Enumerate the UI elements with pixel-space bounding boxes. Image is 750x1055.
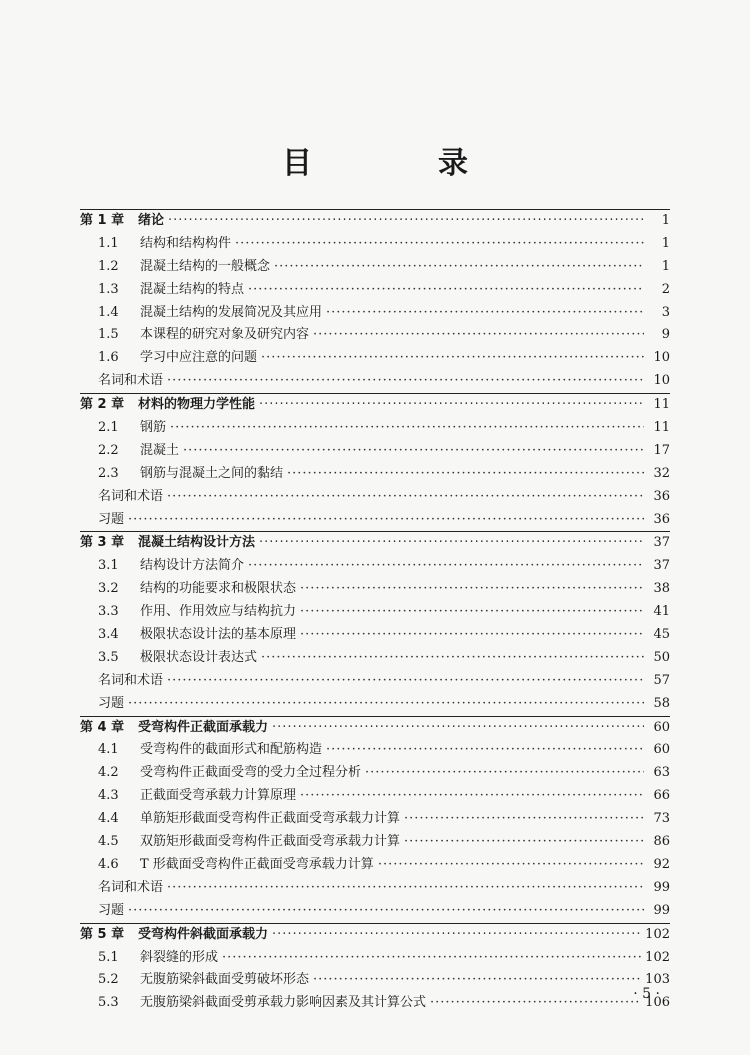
toc-entry-page: 37: [653, 558, 670, 574]
toc-entry-page: 63: [653, 765, 670, 781]
toc-entry-page: 60: [653, 742, 670, 758]
dot-leader: [300, 624, 644, 647]
dot-leader: [287, 463, 644, 486]
toc-entry-page: 1: [661, 235, 670, 251]
toc-entry-number: 第 5 章: [80, 926, 125, 942]
toc-entry-row: [80, 347, 670, 370]
dot-leader: [313, 969, 641, 992]
toc-entry-title: 正截面受弯承载力计算原理: [140, 788, 297, 804]
toc-entry-title: 钢筋与混凝土之间的黏结: [140, 465, 284, 481]
toc-entry-title: 材料的物理力学性能: [138, 397, 256, 413]
toc-entry-row: [80, 693, 670, 716]
toc-entry-page: 103: [645, 972, 670, 988]
toc-entry-number: 3.3: [98, 604, 119, 620]
toc-entry-row: [80, 555, 670, 578]
toc-entry-title: 名词和术语: [98, 488, 164, 504]
toc-entry-page: 2: [661, 281, 670, 297]
toc-entry-page: 3: [661, 304, 670, 320]
toc-entry-number: 4.4: [98, 811, 119, 827]
toc-entry-row: [80, 233, 670, 256]
dot-leader: [167, 877, 644, 900]
toc-entry-number: 4.1: [98, 742, 119, 758]
toc-entry-page: 17: [653, 442, 670, 458]
toc-entry-title: 名词和术语: [98, 672, 164, 688]
toc-entry-row: [80, 279, 670, 302]
toc-entry-title: 本课程的研究对象及研究内容: [140, 327, 310, 343]
dot-leader: [272, 717, 644, 740]
toc-entry-title: 混凝土结构的特点: [140, 281, 245, 297]
toc-entry-row: [80, 486, 670, 509]
toc-entry-row: [80, 624, 670, 647]
toc-entry-page: 99: [653, 902, 670, 918]
toc-entry-row: [80, 992, 670, 1015]
toc-entry-page: 41: [653, 604, 670, 620]
toc-entry-number: 3.5: [98, 649, 119, 665]
toc-entry-row: [80, 463, 670, 486]
toc-entry-title: 无腹筋梁斜截面受剪破坏形态: [140, 972, 310, 988]
toc-entry-number: 1.3: [98, 281, 119, 297]
toc-entry-page: 102: [645, 926, 670, 942]
dot-leader: [222, 947, 641, 970]
dot-leader: [128, 900, 644, 923]
toc-chapter-row: [80, 923, 670, 947]
toc-entry-title: T 形截面受弯构件正截面受弯承载力计算: [140, 856, 374, 872]
table-of-contents: [80, 209, 670, 1015]
toc-entry-page: 73: [653, 811, 670, 827]
toc-entry-title: 斜裂缝的形成: [140, 949, 219, 965]
toc-entry-row: [80, 831, 670, 854]
toc-entry-number: 4.5: [98, 834, 119, 850]
toc-entry-row: [80, 739, 670, 762]
toc-chapter-row: [80, 531, 670, 555]
dot-leader: [259, 532, 644, 555]
toc-entry-title: 学习中应注意的问题: [140, 350, 258, 366]
toc-chapter-row: [80, 393, 670, 417]
toc-entry-title: 结构和结构构件: [140, 235, 232, 251]
toc-entry-page: 10: [653, 350, 670, 366]
dot-leader: [167, 370, 644, 393]
toc-entry-row: [80, 670, 670, 693]
dot-leader: [272, 924, 641, 947]
toc-entry-title: 混凝土结构的一般概念: [140, 258, 271, 274]
toc-chapter-row: [80, 716, 670, 740]
toc-entry-row: [80, 900, 670, 923]
toc-entry-title: 作用、作用效应与结构抗力: [140, 604, 297, 620]
toc-entry-row: [80, 647, 670, 670]
toc-entry-page: 102: [645, 949, 670, 965]
dot-leader: [248, 279, 644, 302]
toc-entry-title: 名词和术语: [98, 879, 164, 895]
toc-entry-number: 4.3: [98, 788, 119, 804]
toc-entry-row: [80, 785, 670, 808]
dot-leader: [326, 302, 644, 325]
toc-entry-page: 38: [653, 581, 670, 597]
toc-entry-number: 2.3: [98, 465, 119, 481]
toc-entry-page: 37: [653, 535, 670, 551]
dot-leader: [261, 647, 644, 670]
toc-entry-row: [80, 509, 670, 532]
toc-entry-page: 99: [653, 879, 670, 895]
toc-entry-row: [80, 808, 670, 831]
toc-entry-title: 结构设计方法简介: [140, 558, 245, 574]
toc-entry-number: 1.2: [98, 258, 119, 274]
toc-entry-number: 5.3: [98, 995, 119, 1011]
toc-entry-number: 3.2: [98, 581, 119, 597]
toc-entry-page: 60: [653, 719, 670, 735]
toc-entry-title: 受弯构件斜截面承载力: [138, 926, 269, 942]
toc-entry-title: 受弯构件正截面受弯的受力全过程分析: [140, 765, 362, 781]
toc-entry-page: 92: [653, 856, 670, 872]
dot-leader: [326, 739, 644, 762]
toc-entry-page: 106: [645, 995, 670, 1011]
toc-entry-page: 10: [653, 373, 670, 389]
toc-entry-page: 45: [653, 627, 670, 643]
dot-leader: [300, 785, 644, 808]
toc-entry-page: 58: [653, 695, 670, 711]
dot-leader: [404, 831, 644, 854]
dot-leader: [248, 555, 644, 578]
dot-leader: [404, 808, 644, 831]
toc-entry-title: 受弯构件正截面承载力: [138, 719, 269, 735]
toc-entry-title: 混凝土结构设计方法: [138, 535, 256, 551]
toc-entry-page: 9: [661, 327, 670, 343]
toc-entry-row: [80, 440, 670, 463]
toc-entry-row: [80, 324, 670, 347]
dot-leader: [235, 233, 644, 256]
toc-entry-title: 极限状态设计法的基本原理: [140, 627, 297, 643]
dot-leader: [300, 578, 644, 601]
dot-leader: [167, 670, 644, 693]
dot-leader: [170, 417, 644, 440]
toc-entry-number: 4.6: [98, 856, 119, 872]
dot-leader: [259, 394, 644, 417]
toc-entry-number: 3.4: [98, 627, 119, 643]
toc-entry-row: [80, 417, 670, 440]
toc-entry-row: [80, 601, 670, 624]
toc-entry-page: 86: [653, 834, 670, 850]
toc-entry-title: 习题: [98, 695, 125, 711]
toc-entry-row: [80, 762, 670, 785]
toc-entry-title: 习题: [98, 511, 125, 527]
toc-entry-page: 11: [653, 397, 670, 413]
toc-entry-title: 钢筋: [140, 420, 167, 436]
dot-leader: [168, 210, 644, 233]
toc-entry-number: 第 2 章: [80, 397, 125, 413]
toc-entry-row: [80, 578, 670, 601]
toc-entry-row: [80, 256, 670, 279]
toc-entry-page: 36: [653, 488, 670, 504]
toc-entry-number: 5.2: [98, 972, 119, 988]
toc-entry-row: [80, 969, 670, 992]
toc-entry-row: [80, 854, 670, 877]
toc-entry-row: [80, 302, 670, 325]
toc-entry-number: 2.1: [98, 420, 119, 436]
toc-entry-number: 2.2: [98, 442, 119, 458]
toc-entry-page: 57: [653, 672, 670, 688]
page-number: · 5 ·: [633, 986, 660, 1002]
toc-entry-number: 第 3 章: [80, 535, 125, 551]
toc-entry-title: 极限状态设计表达式: [140, 649, 258, 665]
dot-leader: [313, 324, 644, 347]
toc-entry-page: 50: [653, 649, 670, 665]
toc-entry-number: 1.6: [98, 350, 119, 366]
page-title: 目 录: [282, 146, 516, 181]
toc-chapter-row: [80, 210, 670, 233]
toc-entry-page: 36: [653, 511, 670, 527]
toc-entry-title: 受弯构件的截面形式和配筋构造: [140, 742, 323, 758]
toc-entry-number: 第 1 章: [80, 213, 125, 228]
dot-leader: [365, 762, 644, 785]
toc-entry-title: 双筋矩形截面受弯构件正截面受弯承载力计算: [140, 834, 401, 850]
dot-leader: [274, 256, 644, 279]
toc-entry-page: 11: [653, 420, 670, 436]
toc-entry-title: 混凝土结构的发展简况及其应用: [140, 304, 323, 320]
toc-entry-row: [80, 947, 670, 970]
toc-entry-page: 1: [661, 213, 670, 228]
toc-entry-page: 32: [653, 465, 670, 481]
toc-entry-title: 习题: [98, 902, 125, 918]
dot-leader: [261, 347, 644, 370]
toc-entry-title: 单筋矩形截面受弯构件正截面受弯承载力计算: [140, 811, 401, 827]
toc-entry-number: 1.1: [98, 235, 119, 251]
toc-entry-title: 混凝土: [140, 442, 180, 458]
toc-entry-number: 3.1: [98, 558, 119, 574]
dot-leader: [378, 854, 644, 877]
toc-entry-row: [80, 370, 670, 393]
dot-leader: [300, 601, 644, 624]
toc-entry-title: 无腹筋梁斜截面受剪承载力影响因素及其计算公式: [140, 995, 427, 1011]
dot-leader: [128, 509, 644, 532]
toc-entry-number: 5.1: [98, 949, 119, 965]
toc-entry-page: 66: [653, 788, 670, 804]
toc-entry-number: 1.5: [98, 327, 119, 343]
toc-entry-number: 第 4 章: [80, 719, 125, 735]
toc-entry-row: [80, 877, 670, 900]
toc-entry-title: 绪论: [138, 213, 165, 228]
toc-entry-number: 4.2: [98, 765, 119, 781]
toc-entry-number: 1.4: [98, 304, 119, 320]
toc-entry-title: 名词和术语: [98, 373, 164, 389]
dot-leader: [128, 693, 644, 716]
toc-entry-page: 1: [661, 258, 670, 274]
toc-entry-title: 结构的功能要求和极限状态: [140, 581, 297, 597]
dot-leader: [167, 486, 644, 509]
dot-leader: [183, 440, 644, 463]
